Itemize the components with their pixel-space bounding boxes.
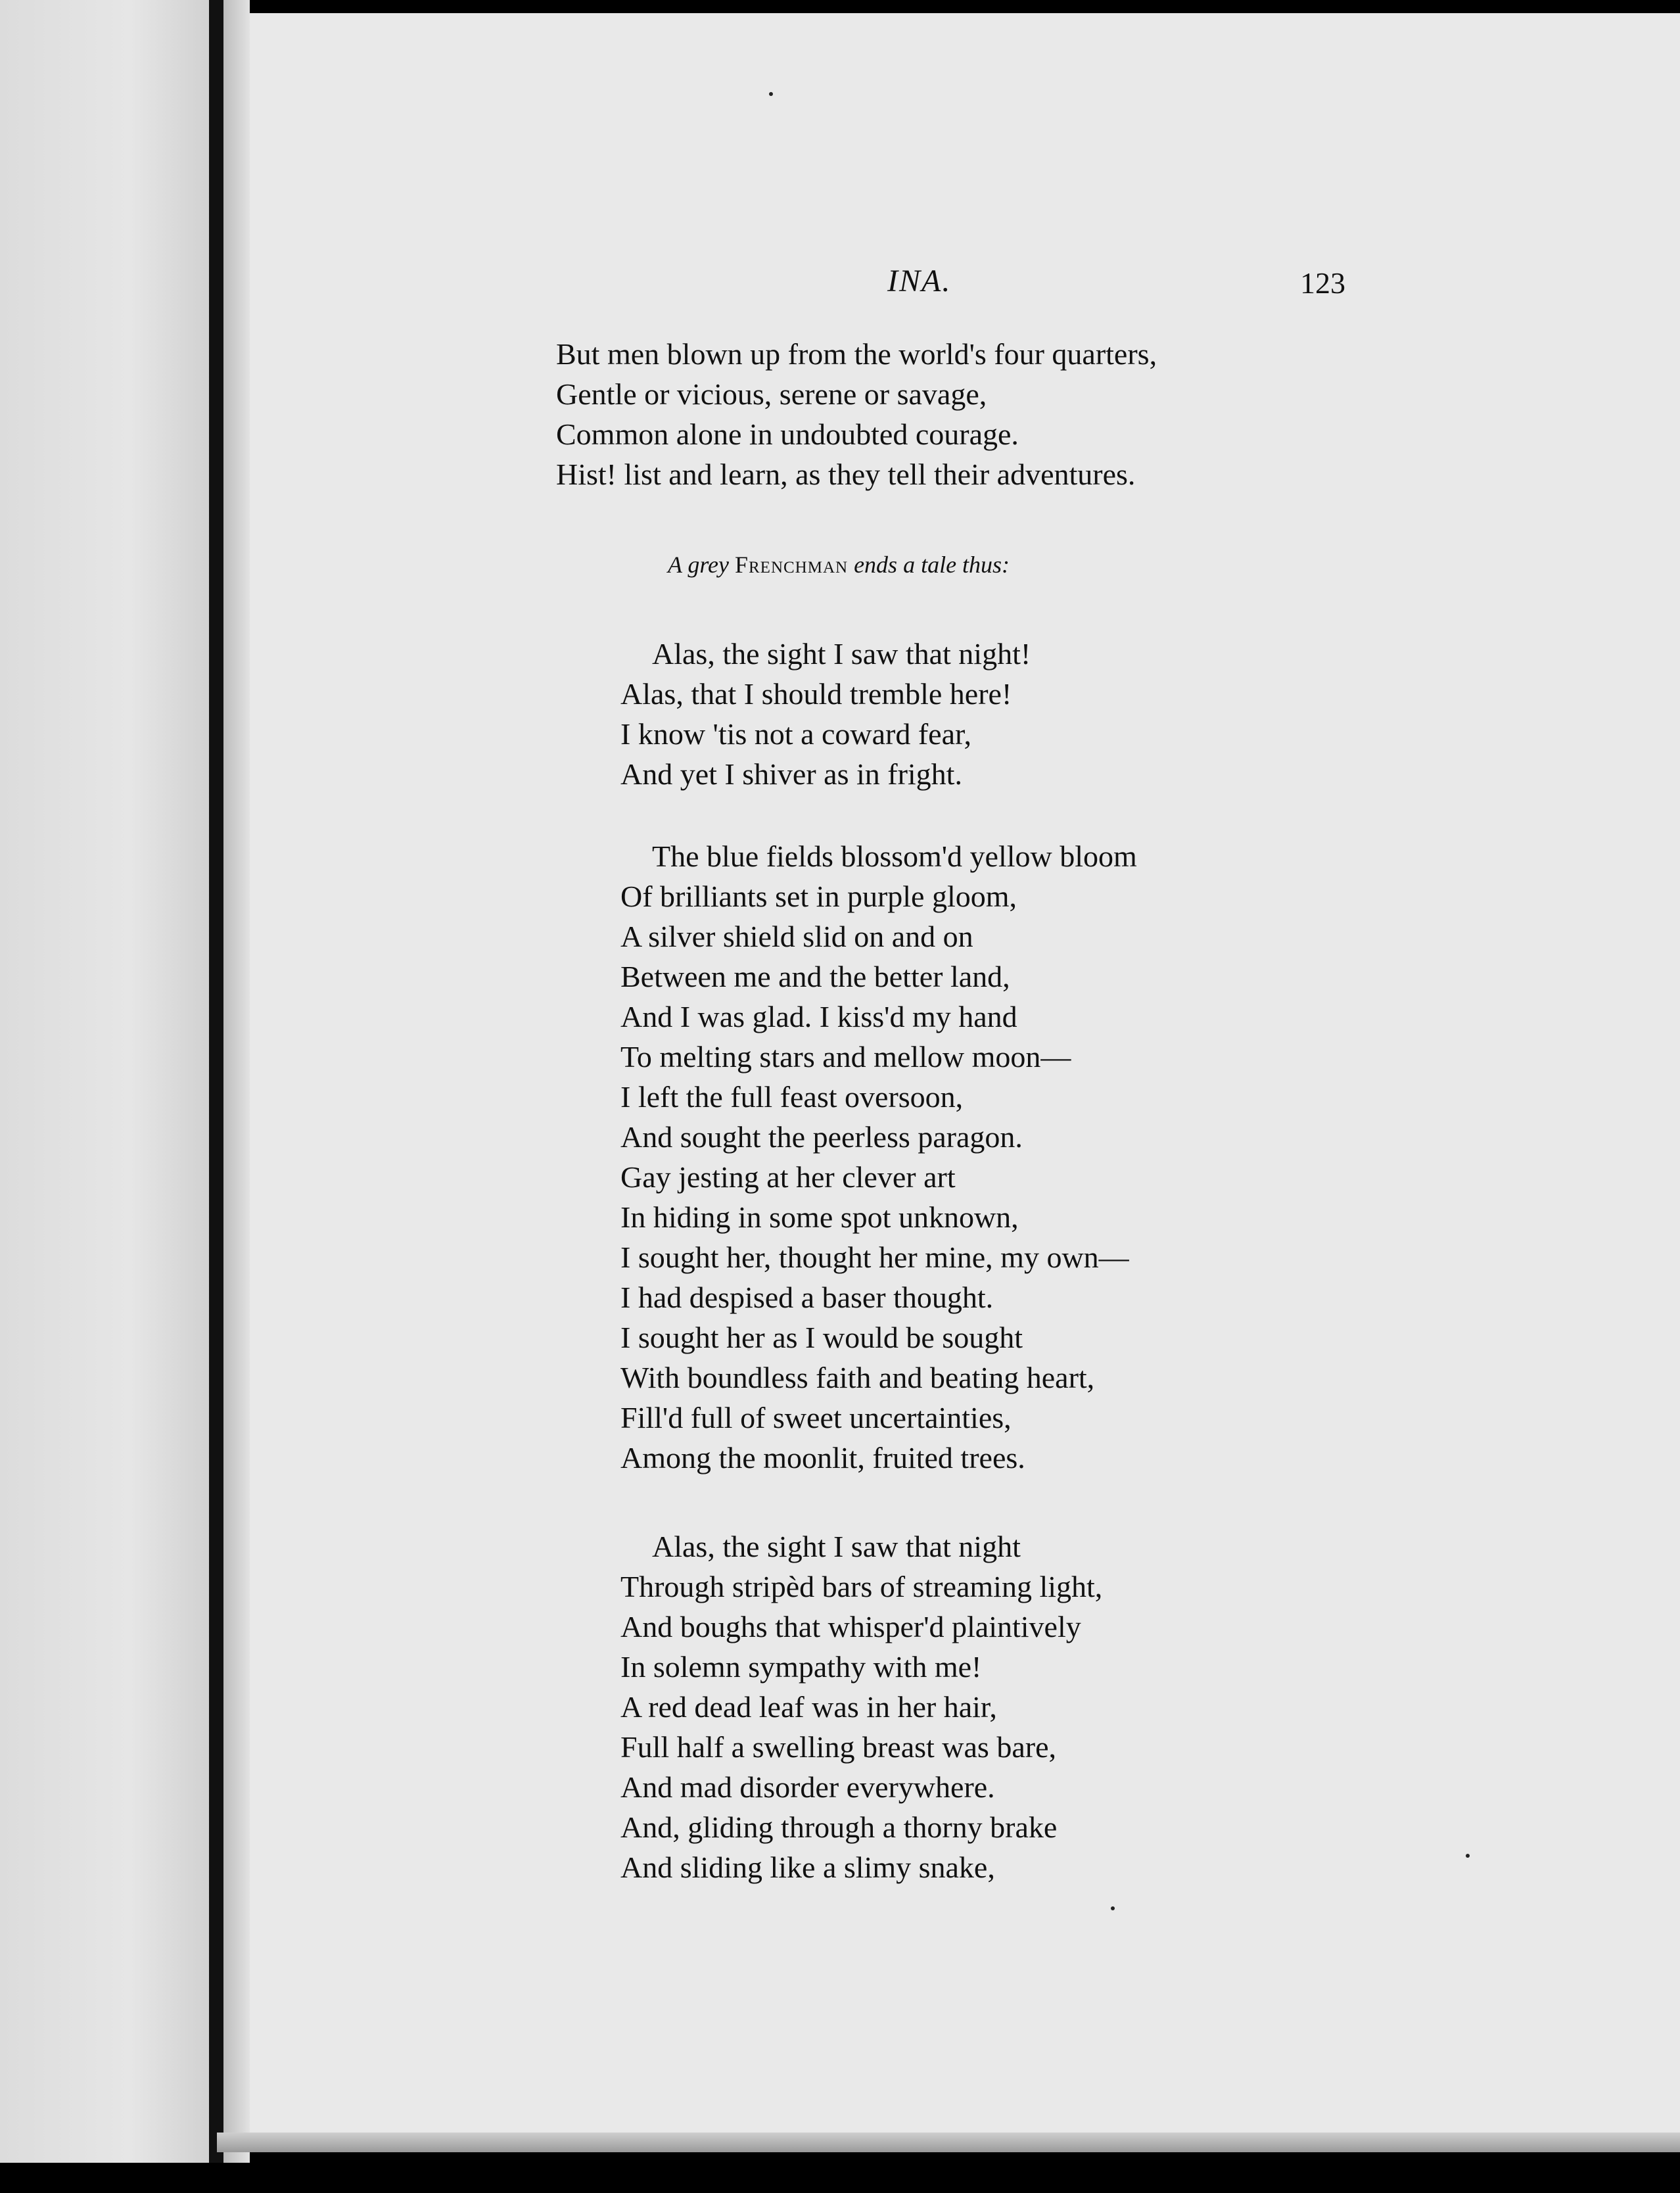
verse-line: Fill'd full of sweet uncertainties, [620, 1401, 1012, 1434]
verse-line: Full half a swelling breast was bare, [620, 1730, 1056, 1764]
book-binding-gutter [209, 0, 223, 2163]
intro-passage [556, 334, 1157, 494]
verse-line: And sliding like a slimy snake, [620, 1851, 995, 1884]
verse-line: Hist! list and learn, as they tell their adventures. [556, 458, 1136, 491]
verse-line: I sought her as I would be sought [620, 1321, 1023, 1354]
verse-line: Among the moonlit, fruited trees. [620, 1441, 1025, 1474]
verse-line: A red dead leaf was in her hair, [620, 1690, 997, 1724]
stanza-2 [620, 836, 1137, 1478]
verse-line: Common alone in undoubted courage. [556, 417, 1019, 451]
page-number: 123 [1300, 266, 1345, 300]
verse-line: I had despised a baser thought. [620, 1281, 994, 1314]
verse-line: Between me and the better land, [620, 960, 1010, 993]
facing-page-edge [0, 0, 217, 2163]
verse-line: Through stripèd bars of streaming light, [620, 1570, 1103, 1603]
paper-speck [769, 92, 773, 96]
verse-line: I know 'tis not a coward fear, [620, 717, 971, 751]
verse-line: Gay jesting at her clever art [620, 1160, 956, 1194]
verse-line: Of brilliants set in purple gloom, [620, 880, 1017, 913]
verse-line: And, gliding through a thorny brake [620, 1810, 1058, 1844]
verse-line: Alas, the sight I saw that night! [652, 637, 1031, 671]
verse-line: Alas, that I should tremble here! [620, 677, 1012, 711]
page-bottom-edge [217, 2133, 1680, 2152]
verse-line: In solemn sympathy with me! [620, 1650, 982, 1684]
caption-lead: A grey [668, 552, 729, 578]
verse-line: I left the full feast oversoon, [620, 1080, 964, 1114]
caption-speaker: Frenchman [734, 552, 849, 578]
verse-line: The blue fields blossom'd yellow bloom [652, 839, 1137, 873]
verse-line: And boughs that whisper'd plaintively [620, 1610, 1081, 1643]
running-head [250, 263, 1680, 302]
gutter-shadow [223, 0, 250, 2163]
verse-line: In hiding in some spot unknown, [620, 1200, 1019, 1234]
verse-line: Alas, the sight I saw that night [652, 1530, 1021, 1563]
verse-line: And mad disorder everywhere. [620, 1770, 995, 1804]
verse-line: Gentle or vicious, serene or savage, [556, 377, 987, 411]
verse-line: To melting stars and mellow moon— [620, 1040, 1071, 1073]
book-page [250, 13, 1680, 2143]
verse-line: A silver shield slid on and on [620, 920, 973, 953]
verse-line: And I was glad. I kiss'd my hand [620, 1000, 1017, 1033]
stanza-1 [620, 634, 1031, 794]
caption-tail: ends a tale thus: [854, 552, 1010, 578]
speaker-caption [668, 551, 1010, 578]
verse-line: I sought her, thought her mine, my own— [620, 1240, 1129, 1274]
verse-line: With boundless faith and beating heart, [620, 1361, 1095, 1394]
verse-line: And yet I shiver as in fright. [620, 757, 962, 791]
running-title: INA. [887, 264, 952, 298]
verse-line: But men blown up from the world's four quarters, [556, 337, 1157, 371]
paper-speck [1466, 1854, 1470, 1858]
stanza-3 [620, 1526, 1102, 1887]
verse-line: And sought the peerless paragon. [620, 1120, 1023, 1154]
paper-speck [1111, 1906, 1115, 1910]
